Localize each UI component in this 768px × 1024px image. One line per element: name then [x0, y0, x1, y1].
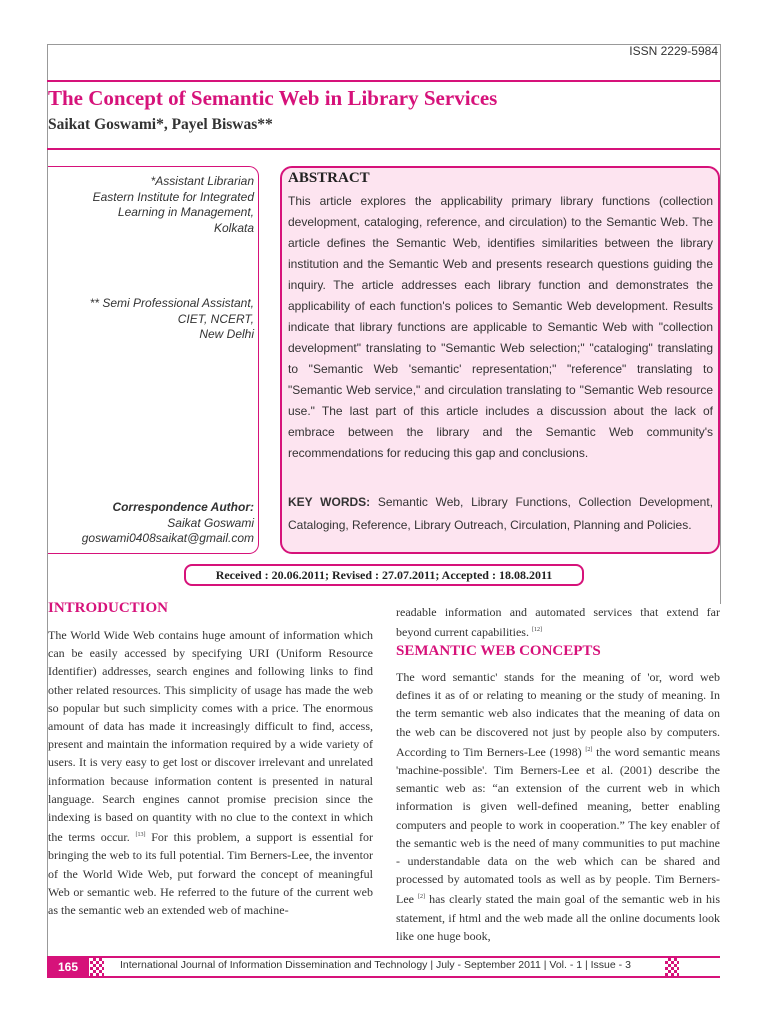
- keywords: [288, 491, 713, 537]
- correspondence-email[interactable]: goswami0408saikat@gmail.com: [81, 531, 254, 545]
- affiliation-1: [93, 174, 254, 236]
- citation: [13]: [135, 832, 146, 839]
- keywords-label: KEY WORDS:: [288, 495, 371, 509]
- concepts-paragraph: The word semantic' stands for the meaning of 'or, word web defines it as of or relating to meaning or the study of meaning. In the term semantic web also indicates that the meaning of data on the web can be discovered not just by people also by computers. According to Tim Berners-Lee (1998): [396, 670, 720, 759]
- correspondence-label: Correspondence Author:: [112, 500, 254, 514]
- affiliation-line: *Assistant Librarian: [150, 174, 254, 188]
- issn-label: ISSN 2229-5984: [629, 44, 718, 58]
- affiliation-2: [90, 296, 254, 343]
- affiliation-line: Learning in Management,: [117, 205, 254, 219]
- affiliation-line: CIET, NCERT,: [177, 311, 254, 326]
- article-title: The Concept of Semantic Web in Library Services: [48, 86, 498, 110]
- lead-paragraph: readable information and automated services that extend far beyond current capabilities.: [396, 605, 720, 640]
- citation: [12]: [531, 627, 542, 634]
- correspondence-name: Saikat Goswami: [167, 515, 254, 530]
- correspondence: [82, 500, 254, 547]
- right-column-lead: [396, 603, 720, 641]
- concepts-paragraph-end: has clearly stated the main goal of the semantic web in his statement, if html and the web made all the online documents look like one huge book,: [396, 892, 721, 943]
- concepts-paragraph-cont: the word semantic means 'machine-possible'. Tim Berners-Lee et al. (2001) describe the semantic web as: “an extension of the current web in which information is given well-defined meaning, better enabling computers and people to work in cooperation.” The key enabler of the semantic web is the need of many communities to put machine - understandable data on the web which can be shared and processed by automated tools as well as by people. Tim Berners-Lee: [396, 744, 720, 907]
- footer-journal: International Journal of Information Dissemination and Technology | July - September 2011 | Vol. - 1 | Issue - 3: [120, 959, 631, 971]
- intro-paragraph-cont: For this problem, a support is essential for bringing the web to its full potential. Tim Berners-Lee, the inventor of the World Wide Web, put forward the concept of meaningful Web or semantic web. He referred to the future of the current web as the semantic web an extended web of machine-: [48, 830, 374, 918]
- footer-pattern-icon: [665, 958, 679, 976]
- affiliation-line: Kolkata: [213, 220, 254, 235]
- introduction-heading: INTRODUCTION: [48, 600, 169, 616]
- article-authors: Saikat Goswami*, Payel Biswas**: [48, 116, 273, 133]
- title-rule-bottom: [47, 148, 720, 150]
- citation: [2]: [585, 746, 593, 753]
- abstract-text: This article explores the applicability primary library functions (collection development, cataloging, reference, and circulation) to the Semantic Web. The article defines the Semantic Web, identifies similarities between the library institution and the Semantic Web and presents research questions guiding the inquiry. The article addresses each library function and demonstrates the applicability of each function's polices to Semantic Web development. Results indicate that library functions are applicable to Semantic Web with "collection development" translating to "Semantic Web selection;" "cataloging" translating to "Semantic Web 'semantic' representation;" "reference" translating to "Semantic Web service," and circulation translating to "Semantic Web resource use." The last part of this article includes a discussion about the lack of embrace between the library and the Semantic Web community's recommendations for reducing this gap and conclusions.: [288, 194, 713, 460]
- page-frame-right: [720, 44, 721, 604]
- citation: [2]: [418, 894, 426, 901]
- received-dates: Received : 20.06.2011; Revised : 27.07.2011; Accepted : 18.08.2011: [184, 564, 584, 586]
- affiliation-line: New Delhi: [199, 327, 254, 341]
- intro-paragraph: The World Wide Web contains huge amount of information which can be easily accessed by specifying URI (Uniform Resource Identifier) addresses, search engines and following links to find other related resources. This simplicity of usage has made the web so popular but such simplicity comes with a price. The enormous amount of data has made it increasingly difficult to find, access, present and maintain the information required by a wide variety of users. It is very easy to get lost or discover irrelevant and unrelated information because information content is presented in natural language. Search engines cannot promise precision since the indexing is based on quantity with no clue to the context in which the terms occur.: [48, 628, 373, 845]
- page-frame-top: [47, 44, 720, 45]
- footer-pattern-icon: [90, 958, 104, 976]
- page-number: 165: [47, 956, 89, 978]
- abstract-heading: ABSTRACT: [288, 170, 370, 186]
- keywords-text: Semantic Web, Library Functions, Collection Development, Cataloging, Reference, Library Outreach, Circulation, Planning and Policies.: [288, 495, 713, 532]
- semantic-web-concepts-text: [396, 668, 720, 945]
- introduction-text: [48, 626, 373, 919]
- affiliation-line: ** Semi Professional Assistant,: [89, 296, 254, 310]
- title-rule-top: [47, 80, 720, 82]
- affiliation-line: Eastern Institute for Integrated: [92, 189, 254, 204]
- semantic-web-concepts-heading: SEMANTIC WEB CONCEPTS: [396, 643, 601, 659]
